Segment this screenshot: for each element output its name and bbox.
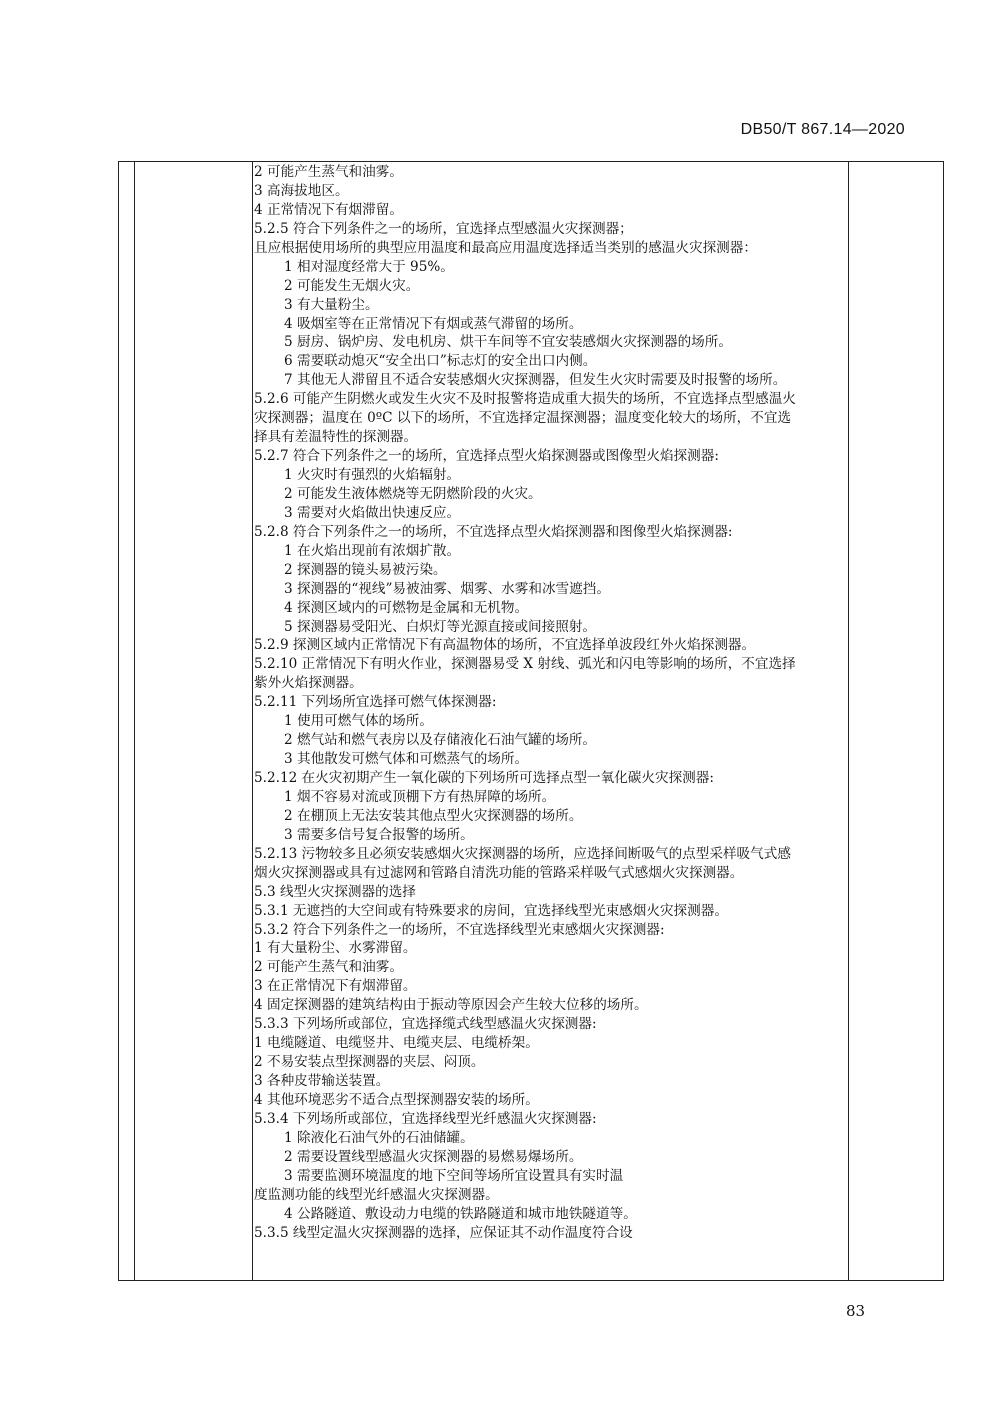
text-line: 5.2.7 符合下列条件之一的场所，宜选择点型火焰探测器或图像型火焰探测器:	[254, 448, 719, 465]
text-line: 5.2.8 符合下列条件之一的场所，不宜选择点型火焰探测器和图像型火焰探测器:	[254, 523, 733, 540]
text-line: 3 探测器的“视线”易被油雾、烟雾、水雾和冰雪遮挡。	[284, 580, 610, 597]
text-line: 5.2.11 下列场所宜选择可燃气体探测器:	[254, 694, 497, 711]
text-line: 3 有大量粉尘。	[284, 296, 379, 313]
text-line: 烟火灾探测器或具有过滤网和管路自清洗功能的管路采样吸气式感烟火灾探测器。	[254, 864, 744, 881]
column-divider	[252, 162, 253, 1280]
text-line: 3 需要对火焰做出快速反应。	[284, 504, 461, 521]
text-line: 5 探测器易受阳光、白炽灯等光源直接或间接照射。	[284, 618, 597, 635]
text-line: 1 烟不容易对流或顶棚下方有热屏障的场所。	[284, 788, 556, 805]
text-line: 择具有差温特性的探测器。	[254, 429, 418, 446]
text-line: 5.2.13 污物较多且必须安装感烟火灾探测器的场所，应选择间断吸气的点型采样吸气式感	[254, 845, 791, 862]
text-line: 5.3.5 线型定温火灾探测器的选择，应保证其不动作温度符合设	[254, 1224, 633, 1241]
text-line: 2 需要设置线型感温火灾探测器的易燃易爆场所。	[284, 1148, 583, 1165]
text-line: 4 探测区域内的可燃物是金属和无机物。	[284, 599, 529, 616]
text-line: 3 需要多信号复合报警的场所。	[284, 826, 474, 843]
text-line: 4 公路隧道、敷设动力电缆的铁路隧道和城市地铁隧道等。	[284, 1205, 637, 1222]
text-line: 4 其他环境恶劣不适合点型探测器安装的场所。	[254, 1091, 539, 1108]
text-line: 3 高海拔地区。	[254, 182, 349, 199]
text-line: 2 燃气站和燃气表房以及存储液化石油气罐的场所。	[284, 732, 597, 749]
column-divider	[134, 162, 135, 1280]
text-line: 5.3 线型火灾探测器的选择	[254, 883, 416, 900]
text-line: 4 吸烟室等在正常情况下有烟或蒸气滞留的场所。	[284, 315, 583, 332]
text-line: 7 其他无人滞留且不适合安装感烟火灾探测器，但发生火灾时需要及时报警的场所。	[284, 372, 787, 389]
text-line: 3 在正常情况下有烟滞留。	[254, 978, 417, 995]
text-line: 5 厨房、锅炉房、发电机房、烘干车间等不宜安装感烟火灾探测器的场所。	[284, 334, 732, 351]
text-line: 2 可能产生蒸气和油雾。	[254, 959, 403, 976]
text-line: 5.3.2 符合下列条件之一的场所，不宜选择线型光束感烟火灾探测器:	[254, 921, 665, 938]
text-line: 灾探测器；温度在 0ºC 以下的场所，不宜选择定温探测器；温度变化较大的场所，不宜选	[254, 410, 792, 427]
text-line: 4 固定探测器的建筑结构由于振动等原因会产生较大位移的场所。	[254, 997, 648, 1014]
text-line: 度监测功能的线型光纤感温火灾探测器。	[254, 1186, 499, 1203]
text-line: 2 不易安装点型探测器的夹层、闷顶。	[254, 1054, 485, 1071]
document-code: DB50/T 867.14—2020	[740, 121, 905, 138]
text-line: 5.2.12 在火灾初期产生一氧化碳的下列场所可选择点型一氧化碳火灾探测器:	[254, 770, 714, 786]
text-line: 3 各种皮带输送装置。	[254, 1073, 390, 1089]
text-line: 2 可能发生液体燃烧等无阴燃阶段的火灾。	[284, 485, 542, 502]
text-line: 6 需要联动熄灭“安全出口”标志灯的安全出口内侧。	[284, 353, 597, 370]
text-line: 5.2.6 可能产生阴燃火或发生火灾不及时报警将造成重大损失的场所，不宜选择点型感温火	[254, 391, 796, 408]
text-line: 5.3.3 下列场所或部位，宜选择缆式线型感温火灾探测器:	[254, 1016, 597, 1033]
text-line: 5.2.9 探测区域内正常情况下有高温物体的场所，不宜选择单波段红外火焰探测器。	[254, 637, 756, 654]
text-line: 1 火灾时有强烈的火焰辐射。	[284, 467, 461, 483]
text-line: 5.2.5 符合下列条件之一的场所，宜选择点型感温火灾探测器；	[254, 220, 633, 237]
requirements-text-column	[254, 163, 846, 1242]
table-frame	[118, 161, 944, 1281]
text-line: 2 探测器的镜头易被污染。	[284, 561, 447, 578]
text-line: 紫外火焰探测器。	[254, 675, 363, 692]
text-line: 1 电缆隧道、电缆竖井、电缆夹层、电缆桥架。	[254, 1035, 539, 1052]
text-line: 3 需要监测环境温度的地下空间等场所宜设置具有实时温	[284, 1167, 624, 1184]
text-line: 1 使用可燃气体的场所。	[284, 713, 433, 730]
text-line: 1 相对湿度经常大于 95%。	[284, 258, 454, 275]
text-line: 2 在棚顶上无法安装其他点型火灾探测器的场所。	[284, 807, 583, 824]
text-line: 2 可能发生无烟火灾。	[284, 277, 420, 294]
page-number: 83	[846, 1302, 866, 1320]
column-divider	[848, 162, 849, 1280]
text-line: 1 有大量粉尘、水雾滞留。	[254, 940, 417, 957]
text-line: 5.2.10 正常情况下有明火作业，探测器易受 X 射线、弧光和闪电等影响的场所，不宜选择	[254, 656, 796, 673]
text-line: 5.3.1 无遮挡的大空间或有特殊要求的房间，宜选择线型光束感烟火灾探测器。	[254, 902, 728, 919]
text-line: 4 正常情况下有烟滞留。	[254, 201, 403, 218]
text-line: 1 在火焰出现前有浓烟扩散。	[284, 542, 461, 559]
text-line: 且应根据使用场所的典型应用温度和最高应用温度选择适当类别的感温火灾探测器：	[254, 239, 757, 256]
text-line: 5.3.4 下列场所或部位，宜选择线型光纤感温火灾探测器:	[254, 1110, 597, 1127]
text-line: 1 除液化石油气外的石油储罐。	[284, 1129, 474, 1146]
text-line: 2 可能产生蒸气和油雾。	[254, 164, 403, 180]
text-line: 3 其他散发可燃气体和可燃蒸气的场所。	[284, 751, 529, 768]
